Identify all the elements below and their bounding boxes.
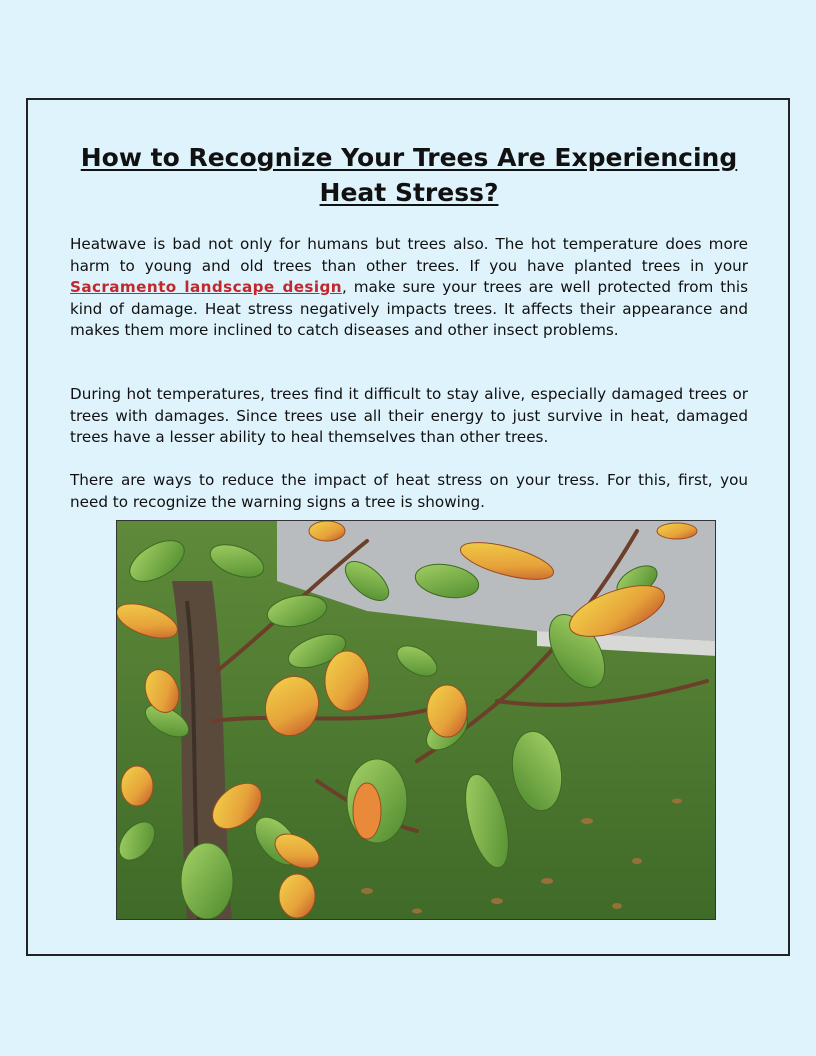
intro-paragraph — [70, 234, 748, 342]
sacramento-landscape-design-link[interactable]: Sacramento landscape design — [70, 278, 342, 296]
page-title: How to Recognize Your Trees Are Experiencing Heat Stress? — [80, 143, 738, 207]
body-paragraph-warning-signs: There are ways to reduce the impact of heat stress on your tress. For this, first, you need to recognize the warning signs a tree is showing. — [70, 471, 748, 511]
body-paragraph-heat: During hot temperatures, trees find it difficult to stay alive, especially damaged trees or trees with damages. Since trees use all their energy to just survive in heat, damaged trees have a lesser ability to heal themselves than other trees. — [70, 385, 748, 446]
intro-text-before-link: Heatwave is bad not only for humans but trees also. The hot temperature does more harm to young and old trees than other trees. If you have planted trees in your — [70, 235, 748, 275]
tree-leaves-illustration — [117, 521, 716, 920]
heat-stressed-tree-photo — [116, 520, 716, 920]
intro-text-after-link: , make sure your trees are well protected from this kind of damage. Heat stress negatively impacts trees. It affects their appearance and makes them more inclined to catch diseases and other insect problems. — [70, 278, 748, 339]
